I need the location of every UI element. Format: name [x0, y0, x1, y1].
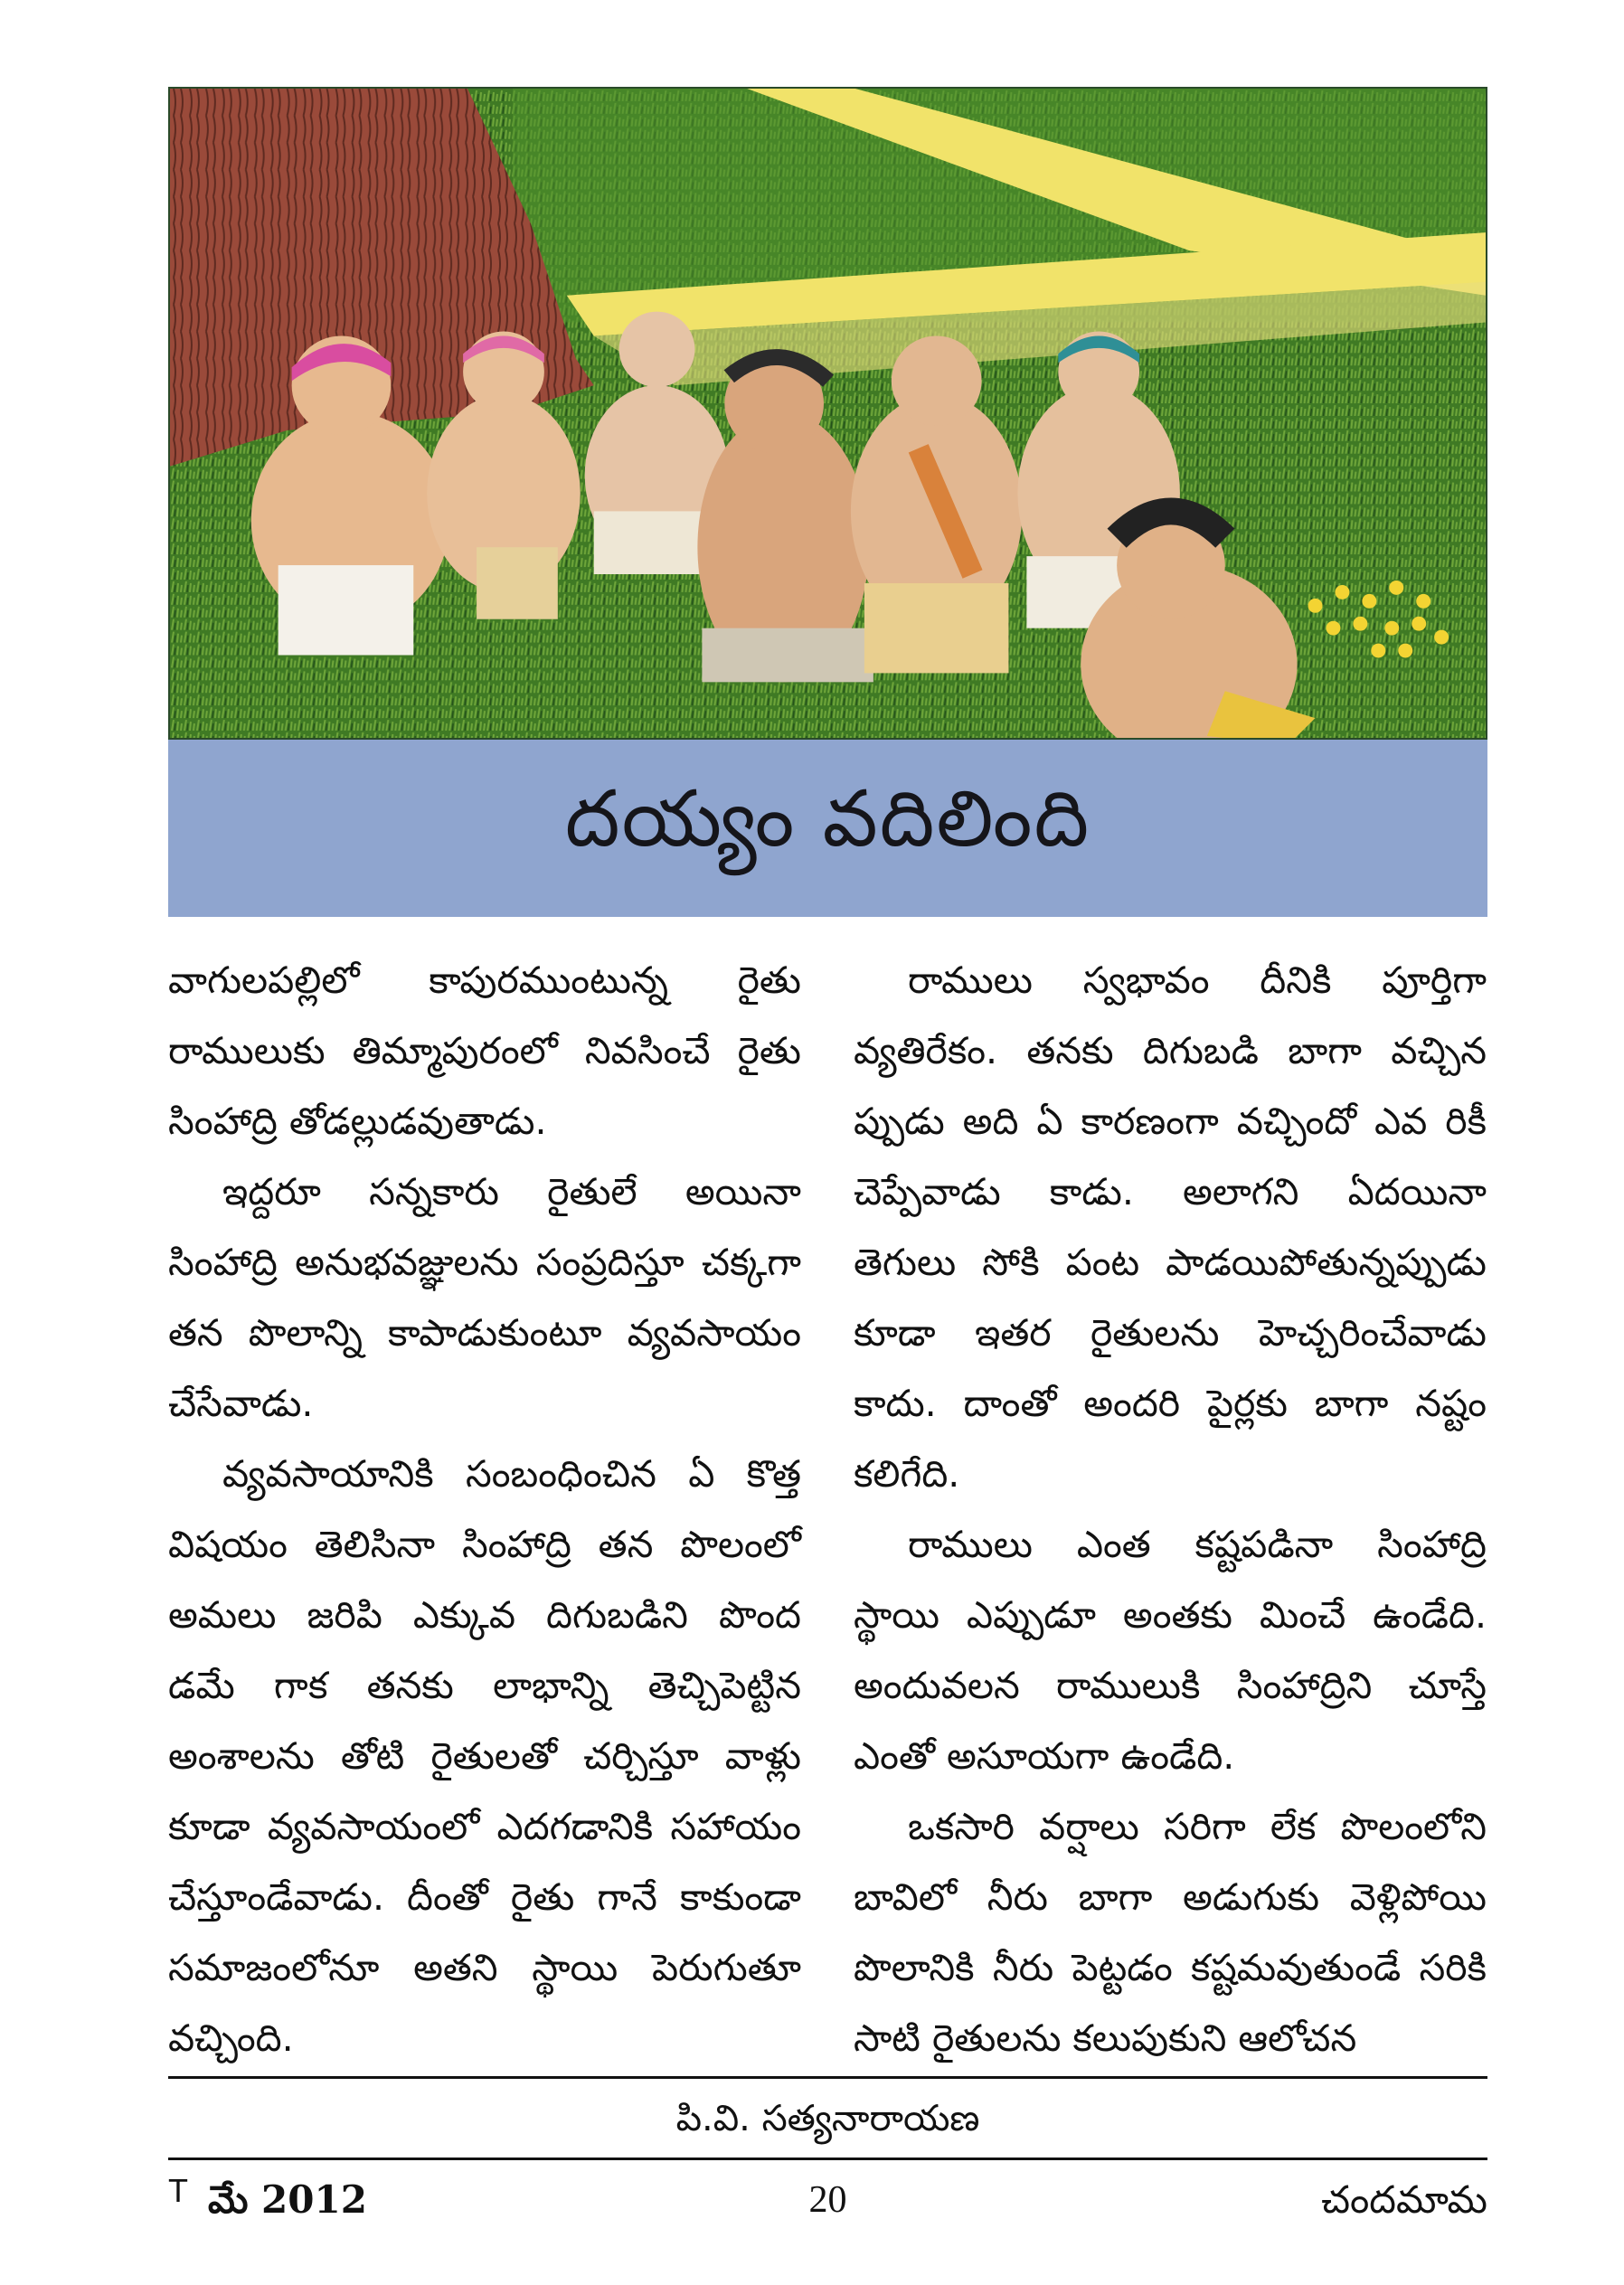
- villagers-meeting-illustration: [170, 89, 1486, 738]
- page-footer: [168, 2168, 1487, 2232]
- title-band: [168, 740, 1487, 917]
- divider: [168, 2076, 1487, 2079]
- author-byline: పి.వి. సత్యనారాయణ: [675, 2098, 980, 2139]
- paragraph: ఒకసారి వర్షాలు సరిగా లేక పొలంలోని బావిలో నీరు బాగా అడుగుకు వెళ్లిపోయి పొలానికి నీరు పెట్టడం కష్టమవుతుండే సరికి సాటి రైతులను కలుపుకుని ఆలోచన: [854, 1805, 1487, 2060]
- issue-date-text: మే 2012: [208, 2177, 367, 2222]
- paragraph: రాములు ఎంత కష్టపడినా సింహాద్రి స్థాయి ఎప్పుడూ అంతకు మించే ఉండేది. అందువలన రాములుకి సింహాద్రిని చూస్తే ఎంతో అసూయగా ఉండేది.: [854, 1523, 1487, 1778]
- story-illustration: [168, 87, 1487, 740]
- paragraph: వ్యవసాయానికి సంబంధించిన ఏ కొత్త విషయం తెలిసినా సింహాద్రి తన పొలంలో అమలు జరిపి ఎక్కువ దిగుబడిని పొంద డమే గాక తనకు లాభాన్ని తెచ్చిపెట్టిన అంశాలను తోటి రైతులతో చర్చిస్తూ వాళ్లు కూడా వ్యవసాయంలో ఎదగడానికి సహాయం చేస్తూండేవాడు. దీంతో రైతు గానే కాకుండా సమాజంలోనూ అతని స్థాయి పెరుగుతూ వచ్చింది.: [168, 1452, 801, 2060]
- paragraph: వాగులపల్లిలో కాపురముంటున్న రైతు రాములుకు తిమ్మాపురంలో నివసించే రైతు సింహాద్రి తోడల్లుడవుతాడు.: [168, 958, 801, 1143]
- paragraph: ఇద్దరూ సన్నకారు రైతులే అయినా సింహాద్రి అనుభవజ్ఞులను సంప్రదిస్తూ చక్కగా తన పొలాన్ని కాపాడుకుంటూ వ్యవసాయం చేసేవాడు.: [168, 1170, 801, 1425]
- footer-mark: T: [168, 2172, 188, 2209]
- right-column: [854, 945, 1487, 2073]
- story-title: దయ్యం వదిలింది: [564, 773, 1091, 864]
- divider: [168, 2158, 1487, 2160]
- paragraph: రాములు స్వభావం దీనికి పూర్తిగా వ్యతిరేకం. తనకు దిగుబడి బాగా వచ్చిన ప్పుడు అది ఏ కారణంగా వచ్చిందో ఎవ రికీ చెప్పేవాడు కాడు. అలాగని ఏదయినా తెగులు సోకి పంట పాడయిపోతున్నప్పుడు కూడా ఇతర రైతులను హెచ్చరించేవాడు కాదు. దాంతో అందరి పైర్లకు బాగా నష్టం కలిగేది.: [854, 958, 1487, 1496]
- magazine-name: చందమామ: [1321, 2177, 1487, 2222]
- article-body: [168, 945, 1487, 2060]
- page-number: 20: [808, 2179, 847, 2221]
- left-column: [168, 945, 801, 2073]
